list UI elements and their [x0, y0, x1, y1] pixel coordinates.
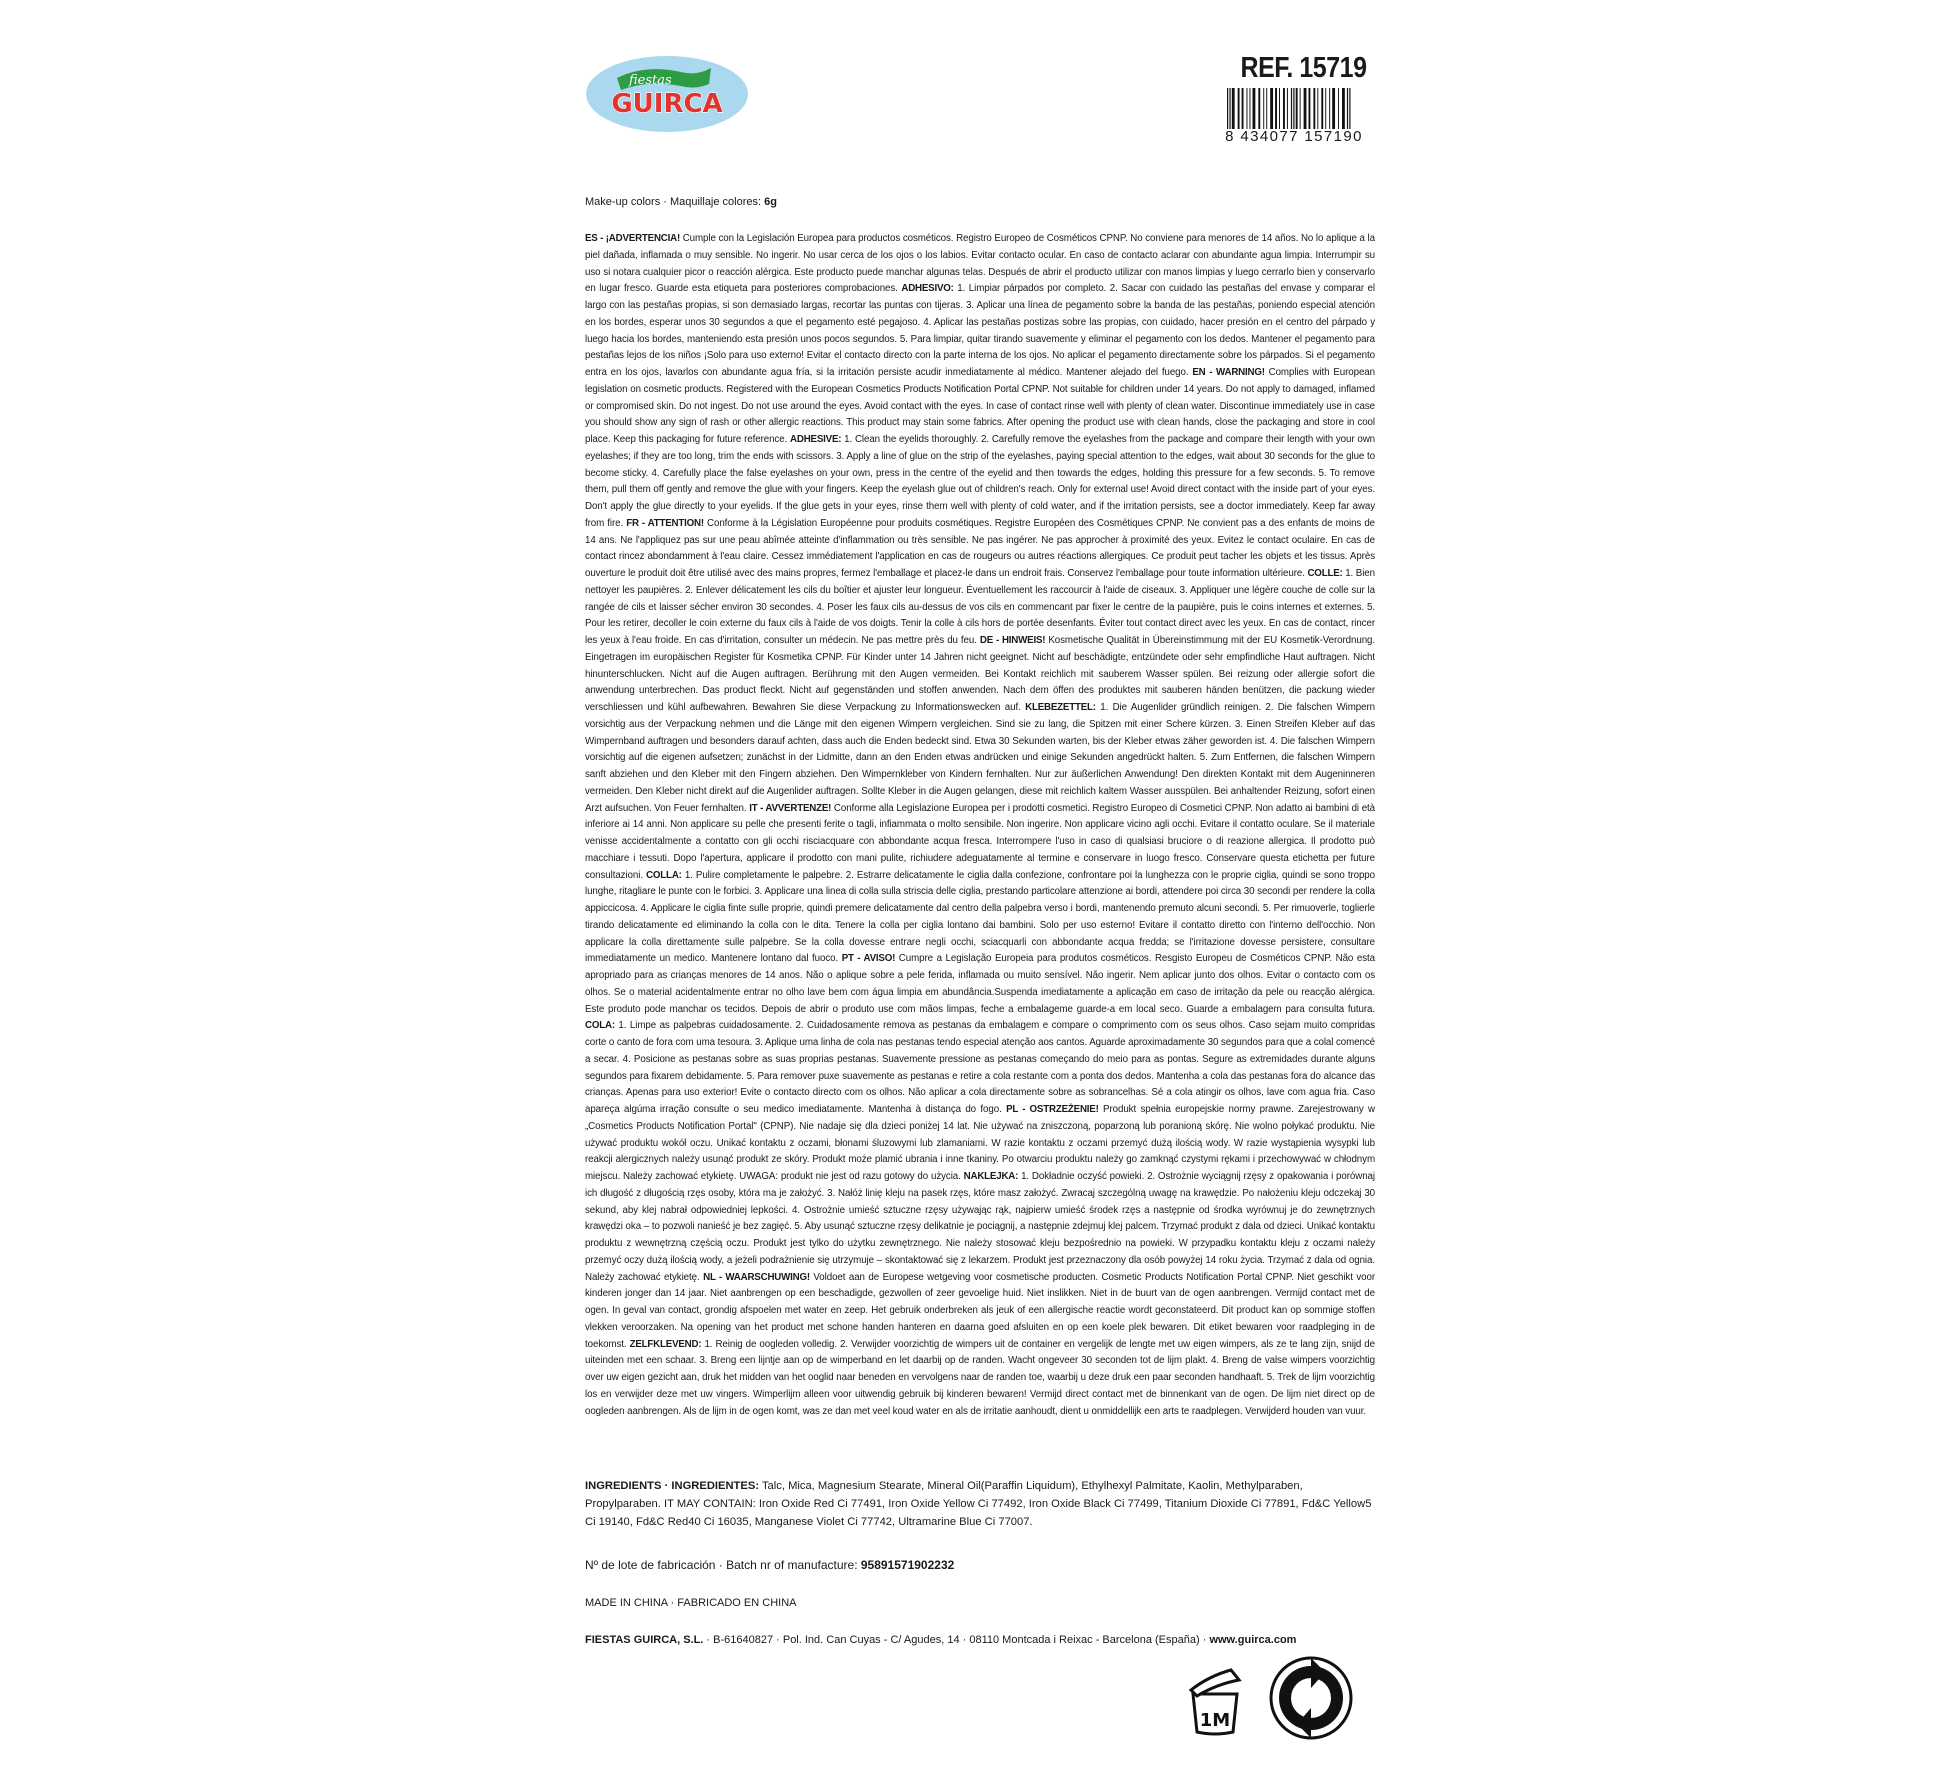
barcode-bar [1279, 88, 1280, 132]
warning-heading: ADHESIVO: [901, 283, 954, 295]
barcode-bar [1329, 88, 1330, 132]
reference-number: REF. 15719 [1240, 52, 1367, 84]
barcode-bar [1232, 88, 1235, 132]
batch-label: Nº de lote de fabricación · Batch nr of manufacture: [585, 1558, 861, 1572]
barcode-bar [1275, 88, 1277, 132]
warning-text: Produkt spełnia europejskie normy prawne. Zarejestrowany w „Cosmetics Products Notification Portal" (CPNP). Nie nadaje się dla dzieci poniżej 14 lat. Nie używać na zniszczoną, poparzoną lub poranioną skórę. Nie wolno połykać produktu. Nie używać produktu wokół oczu. Unikać kontaktu z oczami, błonami śluzowymi lub zlamaniami. W razie kontaktu z oczami przemyć dużą ilością wody. W razie wystąpienia wysypki lub reakcji alergicznych należy usunąć produkt ze skóry. Produkt może plamić ubrania i inne tkaniny. Po otwarciu produktu należy go zamknąć czystymi rękami i przechowywać w chłodnym miejscu. Należy zachować etykietę. UWAGA: produkt nie jest od razu gotowy do użycia. [585, 1104, 1375, 1182]
barcode-bar [1309, 88, 1311, 132]
barcode-bar [1296, 88, 1298, 132]
warning-heading: COLA: [585, 1020, 615, 1032]
barcode-bar [1247, 88, 1248, 132]
warning-text: 1. Limpe as palpebras cuidadosamente. 2. Cuidadosamente remova as pestanas da embalagem e compare o comprimento com os seus olhos. Caso sejam muito compridas corte o canto de fora com uma tesoura. 3. Aplique uma linha de cola nas pestanas tendo especial atenção aos cantos. Aguarde aproximadamente 30 segundos para que a colal comencé a secar. 4. Posicione as pestanas sobre as suas proprias pestanas. Suavemente pressione as pestanas começando do meio para as pontas. Segure as extremidades durante alguns segundos para fixarem debidamente. 5. Para remover puxe suavemente as pestanas e retire a cola restante com a ponta dos dedos. Mantenha a cola das pestanas fora do alcance das crianças. Apenas para uso exterior! Evite o contacto directo com os olhos. Não aplicar a cola directamente sobre as sobrancelhas. Sé a cola atingir os olhos, lave com agua fria. Caso apareça algúma irração consulte o seu medico imediatamente. Mantenha à distança do fogo. [585, 1020, 1375, 1115]
warning-text: 1. Limpiar párpados por completo. 2. Sacar con cuidado las pestañas del envase y comparar el largo con las pestañas propias, si son demasiado largas, recortar las puntas con tijeras. 3. Aplicar una línea de pegamento sobre la banda de las pestañas, poniendo especial atención en los bordes, esperar unos 30 segundos a que el pegamento esté pegajoso. 4. Aplicar las pestañas postizas sobre las propias, con cuidado, hacer presión en el centro del párpado y luego hacia los bordes, manteniendo esta presión unos pocos segundos. 5. Para limpiar, quitar tirando suavemente y eliminar el pegamento con los dedos. Mantener el pegamento para pestañas lejos de los niños ¡Solo para uso externo! Evitar el contacto directo con la parte interna de los ojos. No aplicar el pegamento directamente sobre los párpados. Si el pegamento entra en los ojos, lavarlos con abundante agua fría, si la irritación persiste acudir inmediatamente al médico. Mantener alejado del fuego. [585, 283, 1375, 378]
barcode-bar [1266, 88, 1267, 132]
warning-heading: ADHESIVE: [790, 434, 842, 445]
barcode-bar [1287, 88, 1288, 132]
barcode-bar [1325, 88, 1326, 132]
barcode-bar [1258, 88, 1260, 132]
warning-heading: KLEBEZETTEL: [1025, 702, 1096, 713]
company-address: · B-61640827 · Pol. Ind. Can Cuyas - C/ Agudes, 14 · 08110 Montcada i Reixac - Barcelona (España) · [703, 1634, 1210, 1646]
barcode-bar [1238, 88, 1240, 132]
barcode-bar [1263, 88, 1264, 132]
batch-number: 95891571902232 [860, 1558, 955, 1572]
warning-heading: DE - HINWEIS! [979, 635, 1046, 646]
warning-heading: FR - ATTENTION! [626, 517, 704, 529]
barcode-bar [1304, 88, 1307, 132]
barcode-bar [1313, 88, 1315, 132]
batch-line [585, 1558, 954, 1572]
ingredients-block [585, 1478, 1375, 1531]
barcode-bar [1250, 88, 1251, 132]
warning-heading: COLLE: [1307, 568, 1343, 579]
warning-heading: IT - AVVERTENZE! [749, 802, 832, 814]
company-line [585, 1634, 1296, 1646]
warning-heading: ES - ¡ADVERTENCIA! [585, 233, 681, 244]
logo-brand-text: GUIRCA [611, 89, 723, 119]
warnings-text [585, 231, 1375, 1420]
warning-heading: ZELFKLEVEND: [629, 1338, 702, 1350]
warning-text: Conforme à la Législation Européenne pour produits cosmétiques. Registre Européen des Cosmétiques CPNP. Ne convient pas a des enfants de moins de 14 ans. Ne l'appliquez pas sur une peau abîmée atteinte d'inflammation ou très sensible. Ne pas ingérer. Ne pas approcher à proximité des yeux. Evitez le contact oculaire. En cas de contact rincez abondamment à l'eau claire. Cessez immédiatement l'application en cas de rougeurs ou autres réactions allergiques. Ce produit peut tacher les objets et les tissus. Après ouverture le produit doit être utilisé avec des mains propres, fermez l'emballage et placez-le dans un endroit frais. Conservez l'emballage pour toute information ultérieure. [585, 517, 1376, 579]
barcode-bar [1317, 88, 1318, 132]
ingredients-text: Talc, Mica, Magnesium Stearate, Mineral Oil(Paraffin Liquidum), Ethylhexyl Palmitate, Kaolin, Methylparaben, Propylparaben. IT MAY CONTAIN: Iron Oxide Red Ci 77491, Iron Oxide Yellow Ci 77492, Iron Oxide Black Ci 77499, Titanium Dioxide Ci 77891, Fd&C Yellow5 Ci 19140, Fd&C Red40 Ci 16035, Manganese Violet Ci 77742, Ultramarine Blue Ci 77007. [585, 1480, 1372, 1528]
warning-heading: COLLA: [646, 869, 682, 881]
guirca-logo [585, 54, 750, 134]
ingredients-heading: INGREDIENTS · INGREDIENTES: [585, 1480, 760, 1492]
barcode-bar [1242, 88, 1244, 132]
makeup-colors-weight: 6g [764, 196, 777, 208]
warning-text: Voldoet aan de Europese wetgeving voor cosmetische producten. Cosmetic Products Notification Portal CPNP. Niet geschikt voor kinderen jonger dan 14 jaar. Niet aanbrengen op een beschadigde, gezwollen of zeer gevoelige huid. Niet inslikken. Niet in de buurt van de ogen aanbrengen. Vermijd contact met de ogen. In geval van contact, grondig afspoelen met water en zeep. Het gebruik onderbreken als jeuk of een allergische reactie wordt geconstateerd. Dit product kan op sommige stoffen vlekken veroorzaken. Na opening van het product met schone handen hanteren en daarna goed afsluiten en op een koele plek bewaren. Dit etiket bewaren voor raadpleging in de toekomst. [585, 1271, 1375, 1350]
warning-heading: PT - AVISO! [841, 953, 896, 965]
barcode-digits: 8 434077 157190 [1221, 129, 1367, 145]
pao-label: 1M [1199, 1710, 1231, 1731]
warning-heading: PL - OSTRZEŻENIE! [1006, 1104, 1099, 1115]
warning-text: 1. Pulire completamente le palpebre. 2. Estrarre delicatamente le ciglia dalla confezione, confrontare poi la lunghezza con le proprie ciglia, quindi se sono troppo lunghe, ritagliare le punte con le forbici. 3. Applicare una linea di colla sulla striscia delle ciglia, prestando particolare attenzione ai bordi, attendere poi circa 30 secondi per rendere la colla appiccicosa. 4. Applicare le ciglia finte sulle proprie, quindi premere delicatamente dal centro della palpebra verso i bordi, mantenendo premuto alcuni secondi. 5. Per rimuoverle, toglierle tirando delicatamente ed eliminando la colla con le dita. Tenere la colla per ciglia lontano dai bambini. Solo per uso esterno! Evitare il contatto diretto con l'interno dell'occhio. Non applicare la colla direttamente sulle palpebre. Se la colla dovesse entrare negli occhi, sciacquarli con abbondante acqua fredda; se l'irritazione dovesse persistere, consultare immediatamente un medico. Mantenere lontano dal fuoco. [585, 869, 1375, 965]
barcode-bar [1342, 88, 1345, 132]
warning-text: Kosmetische Qualität in Übereinstimmung mit der EU Kosmetik-Verordnung. Eingetragen im europäischen Register für Kosmetika CPNP. Für Kinder unter 14 Jahren nicht geeignet. Nicht auf beschädigte, entzündete oder sehr empfindliche Haut auftragen. Nicht hinunterschlucken. Nicht auf die Augen auftragen. Berührung mit den Augen vermeiden. Bei Kontakt reichlich mit sauberem Wasser spülen. Bei reizung oder allergie sofort die anwendung unterbrechen. Das product fleckt. Nicht auf gegenständen und stoffen anwenden. Nach dem öffen des produktes mit sauberen händen benützen, die packung wieder verschliessen und kühl aufbewahren. Bewahren Sie diese Verpackung zu Informationswecken auf. [585, 635, 1376, 713]
barcode-bar [1321, 88, 1323, 132]
logo-top-text: fiestas [629, 73, 672, 88]
barcode-bar [1253, 88, 1256, 132]
open-jar-period-after-opening-icon [1187, 1668, 1243, 1736]
barcode-bar [1270, 88, 1273, 132]
company-name: FIESTAS GUIRCA, S.L. [585, 1634, 704, 1646]
barcode-bar [1332, 88, 1335, 132]
warning-text: Complies with European legislation on cosmetic products. Registered with the European Cosmetics Products Notification Portal CPNP. Not suitable for children under 14 years. Do not apply to damaged, inflamed or compromised skin. Do not ingest. Do not use around the eyes. Avoid contact with the eyes. In case of contact rinse well with plenty of clean water. Discontinue immediately use in case you should show any sign of rash or other allergic reactions. This product may stain some fabrics. After opening the product use with clean hands, close the packaging and store in cool place. Keep this packaging for future reference. [585, 367, 1375, 445]
warning-text: 1. Clean the eyelids thoroughly. 2. Carefully remove the eyelashes from the package and compare their length with your own eyelashes; if they are too long, trim the ends with scissors. 3. Apply a line of glue on the strip of the eyelashes, paying special attention to the edges, wait about 30 seconds for the glue to become sticky. 4. Carefully place the false eyelashes on your own, press in the centre of the eyelid and then towards the edges, holding this pressure for a few seconds. 5. To remove them, pull them off gently and remove the glue with your fingers. Keep the eyelash glue out of children's reach. Only for external use! Avoid direct contact with the inside part of your eyes. Don't apply the glue directly to your eyelids. If the glue gets in your eyes, rinse them well with plenty of cold water, and if the irritation persists, see a doctor immediately. Keep far away from fire. [585, 434, 1375, 529]
barcode-bar [1283, 88, 1285, 132]
product-label [585, 50, 1375, 1750]
made-in-line: MADE IN CHINA · FABRICADO EN CHINA [585, 1597, 797, 1609]
green-dot-recycle-icon [1269, 1656, 1353, 1740]
warning-text: Cumpre a Legislação Europeia para produtos cosméticos. Resgisto Europeu de Cosméticos CPNP. Não esta apropriado para as crianças menores de 14 anos. Não o aplique sobre a pele ferida, inflamada ou muito sensível. Não ingerir. Nem aplicar junto dos olhos. Evitar o contacto com os olhos. Se o material acidentalmente entrar no olho lave bem com água limpia em abundância.Suspenda imediatamente a aplicação em caso de irritação da pele ou reacção alérgica. Este produto pode manchar os tecidos. Depois de abrir o produto use com mãos limpas, feche a embalageme guarde-a em local seco. Guarde a embalagem para consulta futura. [585, 953, 1375, 1015]
barcode-bar [1300, 88, 1301, 132]
warning-text: Cumple con la Legislación Europea para productos cosméticos. Registro Europeo de Cosméticos CPNP. No conviene para menores de 14 años. No lo aplique a la piel dañada, inflamada o muy sensible. No ingerir. No usar cerca de los ojos o los labios. Evitar contacto ocular. En caso de contacto aclarar con abundante agua limpia. Interrumpir su uso si notara cualquier picor o reacción alérgica. Este producto puede manchar algunas telas. Después de abrir el producto utilizar con manos limpias y luego cerrarlo bien y conservarlo en lugar fresco. Guarde esta etiqueta para posteriores comprobaciones. [585, 233, 1375, 295]
warning-text: Conforme alla Legislazione Europea per i prodotti cosmetici. Registro Europeo di Cosmetici CPNP. Non adatto ai bambini di età inferiore ai 14 anni. Non applicare su pelle che presenti ferite o tagli, infiammata o molto sensibile. Non ingerire. Non applicare vicino agli occhi. Evitare il contatto oculare. Se il materiale venisse accidentalmente a contatto con gli occhi risciacquare con abbondante acqua fresca. Interrompere l'uso in caso di qualsiasi bruciore o di reazione allergica. Il prodotto può macchiare i tessuti. Dopo l'apertura, applicare il prodotto con mani pulite, richiudere adeguatamente al termine e conservare in luogo fresco. Conservare questa etichetta per future consultazioni. [585, 802, 1376, 881]
warning-text: 1. Dokładnie oczyść powieki. 2. Ostrożnie wyciągnij rzęsy z opakowania i porównaj ich długość z długością rzęs osoby, która ma je założyć. 3. Nałóż linię kleju na pasek rzęs, które masz założyć. Zwracaj szczególną uwagę na krawędzie. Po nałożeniu kleju odczekaj 30 sekund, aby klej nabrał odpowiedniej lepkości. 4. Ostrożnie umieść sztuczne rzęsy używając rąk, najpierw umieść środek rzęs a następnie od środka wyrównuj je do zewnętrznych krawędzi oka – to pozwoli nanieść je bez zagięć. 5. Aby usunąć sztuczne rzęsy delikatnie je pociągnij, a następnie zdejmuj klej palcem. Trzymać produkt z dala od dzieci. Unikać kontaktu produktu z wewnętrzną częścią oczu. Produkt jest tylko do użytku zewnętrznego. Nie należy stosować kleju bezpośrednio na powieki. W przypadku kontaktu kleju z oczami należy przemyć oczy dużą ilością wody, a jeżeli podrażnienie się utrzymuje – skontaktować się z lekarzem. Produkt jest przeznaczony dla osób powyżej 14 roku życia. Trzymać z dala od ognia. Należy zachować etykietę. [585, 1171, 1375, 1283]
makeup-colors-label: Make-up colors · Maquillaje colores: [585, 196, 765, 208]
barcode-bar [1338, 88, 1339, 132]
warning-text: 1. Reinig de oogleden volledig. 2. Verwijder voorzichtig de wimpers uit de container en vergelijk de lengte met uw eigen wimpers, als ze te lang zijn, snijd de uiteinden met een schaar. 3. Breng een lijntje aan op de wimperband en let daarbij op de randen. Wacht ongeveer 30 seconden tot de lijm plakt. 4. Breng de valse wimpers voorzichtig over uw eigen gezicht aan, druk het midden van het ooglid naar beneden en vervolgens naar de randen toe, waarbij u deze druk een paar seconden handhaaft. 5. Trek de lijm voorzichtig los en verwijder deze met uw vingers. Wimperlijm alleen voor uitwendig gebruik bij kinderen bewaren! Vermijd direct contact met de binnenkant van de ogen. De lijm niet direct op de oogleden aanbrengen. Als de lijm in de ogen komt, was ze dan met veel koud water en als de irritatie aanhoudt, dient u onmiddellijk een arts te raadplegen. Verwijderd houden van vuur. [585, 1338, 1375, 1417]
makeup-colors-line [585, 196, 777, 208]
warning-heading: EN - WARNING! [1192, 367, 1265, 378]
warning-text: 1. Die Augenlider gründlich reinigen. 2. Die falschen Wimpern vorsichtig aus der Verpackung nehmen und die Länge mit den eigenen Wimpern vergleichen. Sind sie zu lang, die Spitzen mit einer Schere kürzen. 3. Einen Streifen Kleber auf das Wimpernband auftragen und besonders darauf achten, dass auch die Enden bedeckt sind. Etwa 30 Sekunden warten, bis der Kleber etwas zäher geworden ist. 4. Die falschen Wimpern vorsichtig auf die eigenen aufsetzen; zunächst in der Lidmitte, dann an den Enden etwas andrücken und einige Sekunden angedrückt halten. 5. Zum Entfernen, die falschen Wimpern sanft abziehen und den Kleber mit den Fingern abziehen. Den Wimpernkleber von Kindern fernhalten. Nur zur äußerlichen Anwendung! Den direkten Kontakt mit dem Augeninneren vermeiden. Den Kleber nicht direkt auf die Augenlider auftragen. Sollte Kleber in die Augen gelangen, diese mit reichlich kaltem Wasser ausspülen. Bei anhaltender Reizung, sofort einen Arzt aufsuchen. Von Feuer fernhalten. [585, 702, 1376, 814]
warning-text: 1. Bien nettoyer les paupières. 2. Enlever délicatement les cils du boîtier et ajuster leur longueur. Éventuellement les raccourcir à l'aide de ciseaux. 3. Appliquer une légère couche de colle sur la rangée de cils et laisser sécher environ 30 secondes. 4. Poser les faux cils au-dessus de vos cils en commencant par fixer le centre de la paupière, puis le coins internes et externes. 5. Pour les retirer, decoller le coin externe du faux cils à l'aide de vos doigts. Tenir la colle à cils hors de portée desenfants. Éviter tout contact direct avec les yeux. En cas de contact, rincer les yeux à l'eau froide. En cas d'irritation, consulter un médecin. Ne pas mettre près du feu. [585, 568, 1375, 646]
warning-heading: NL - WAARSCHUWING! [703, 1271, 810, 1283]
warning-heading: NAKLEJKA: [963, 1171, 1019, 1182]
company-web: www.guirca.com [1209, 1634, 1297, 1646]
